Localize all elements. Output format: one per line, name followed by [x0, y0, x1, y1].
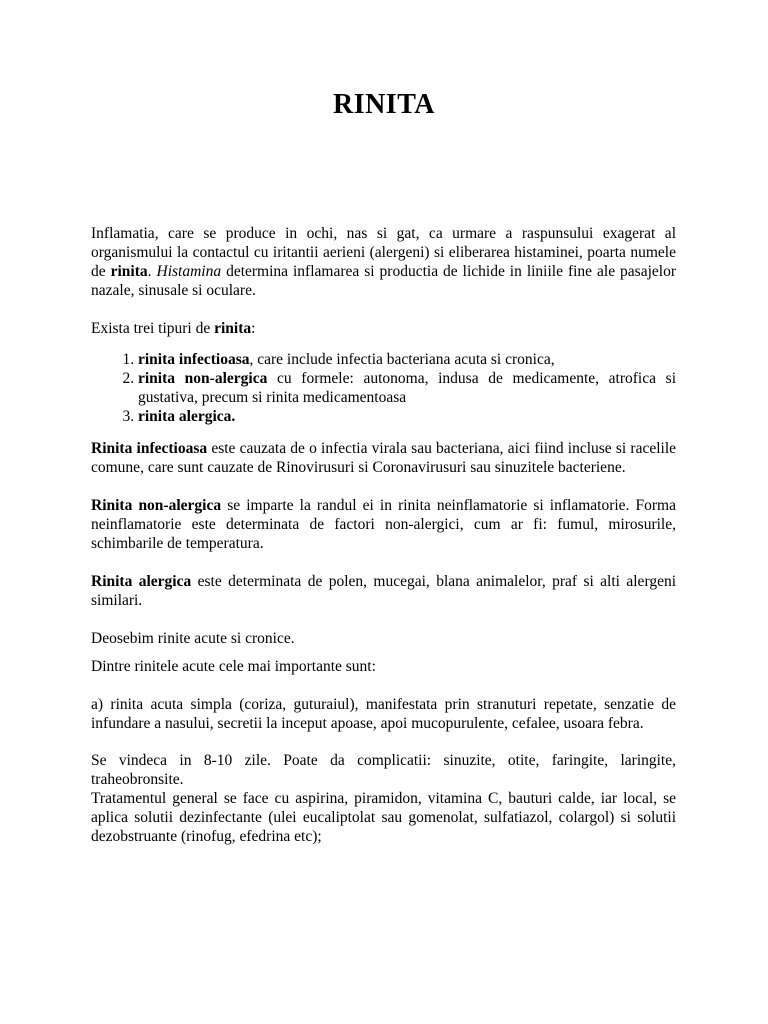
dintre-paragraph: Dintre rinitele acute cele mai importante sunt: — [91, 658, 376, 675]
non-alergica-paragraph — [91, 496, 676, 553]
list-item-bold: rinita infectioasa — [138, 351, 250, 368]
alergica-text: este determinata de polen, mucegai, blana animalelor, praf si alti alergeni similari. — [91, 573, 677, 609]
infectioasa-text: este cauzata de o infectia virala sau bacteriana, aici fiind incluse si racelile comune, care sunt cauzate de Rinovirusuri si Coronavirusuri sau sinuzitele bacteriene. — [91, 440, 677, 476]
infectioasa-heading: Rinita infectioasa — [91, 440, 208, 457]
types-intro-text: Exista trei tipuri de — [91, 320, 215, 337]
types-intro-paragraph — [91, 319, 676, 338]
list-item — [138, 369, 676, 407]
list-item-text: cu formele: autonoma, indusa de medicamente, atrofica si gustativa, precum si rinita medicamentoasa — [138, 370, 676, 406]
intro-paragraph — [91, 224, 676, 300]
tratament-paragraph: Tratamentul general se face cu aspirina, piramidon, vitamina C, bauturi calde, iar local, se aplica solutii dezinfectante (ulei eucaliptolat sau gomenolat, sulfatiazol, colargol) si solutii dezobstruante (rinofug, efedrina etc); — [91, 790, 676, 845]
non-alergica-heading: Rinita non-alergica — [91, 497, 222, 514]
types-intro-bold: rinita — [214, 320, 252, 337]
document-body — [91, 224, 676, 846]
intro-text-3: determina inflamarea si productia de lichide in liniile fine ale pasajelor nazale, sinusale si oculare. — [91, 263, 677, 299]
list-item-bold: rinita alergica. — [138, 408, 236, 425]
intro-bold-rinita: rinita — [110, 263, 148, 280]
page-title: RINITA — [332, 89, 436, 120]
list-item-text: , care include infectia bacteriana acuta si cronica, — [249, 351, 555, 368]
alergica-heading: Rinita alergica — [91, 573, 192, 590]
intro-text-2: . — [147, 263, 157, 280]
vindeca-paragraph: Se vindeca in 8-10 zile. Poate da complicatii: sinuzite, otite, faringite, laringite, traheobronsite. — [91, 752, 676, 788]
intro-italic-histamina: Histamina — [156, 263, 222, 280]
list-item — [138, 407, 676, 426]
deosebim-paragraph: Deosebim rinite acute si cronice. — [91, 630, 295, 647]
list-item — [138, 350, 676, 369]
intro-text-1: Inflamatia, care se produce in ochi, nas si gat, ca urmare a raspunsului exagerat al organismului la contactul cu iritantii aerieni (alergeni) si eliberarea histaminei, poarta numele de — [91, 225, 676, 280]
rinita-acuta-paragraph: a) rinita acuta simpla (coriza, guturaiul), manifestata prin stranuturi repetate, senzatie de infundare a nasului, secretii la inceput apoase, apoi mucopurulente, cefalee, usoara febra. — [91, 696, 676, 732]
list-item-bold: rinita non-alergica — [138, 370, 268, 387]
infectioasa-paragraph — [91, 439, 676, 477]
types-list — [91, 350, 676, 426]
non-alergica-text: se imparte la randul ei in rinita neinflamatorie si inflamatorie. Forma neinflamatorie este determinata de factori non-alergici, cum ar fi: fumul, mirosurile, schimbarile de temperatura. — [91, 497, 676, 552]
alergica-paragraph — [91, 572, 676, 610]
types-intro-colon: : — [251, 320, 256, 337]
